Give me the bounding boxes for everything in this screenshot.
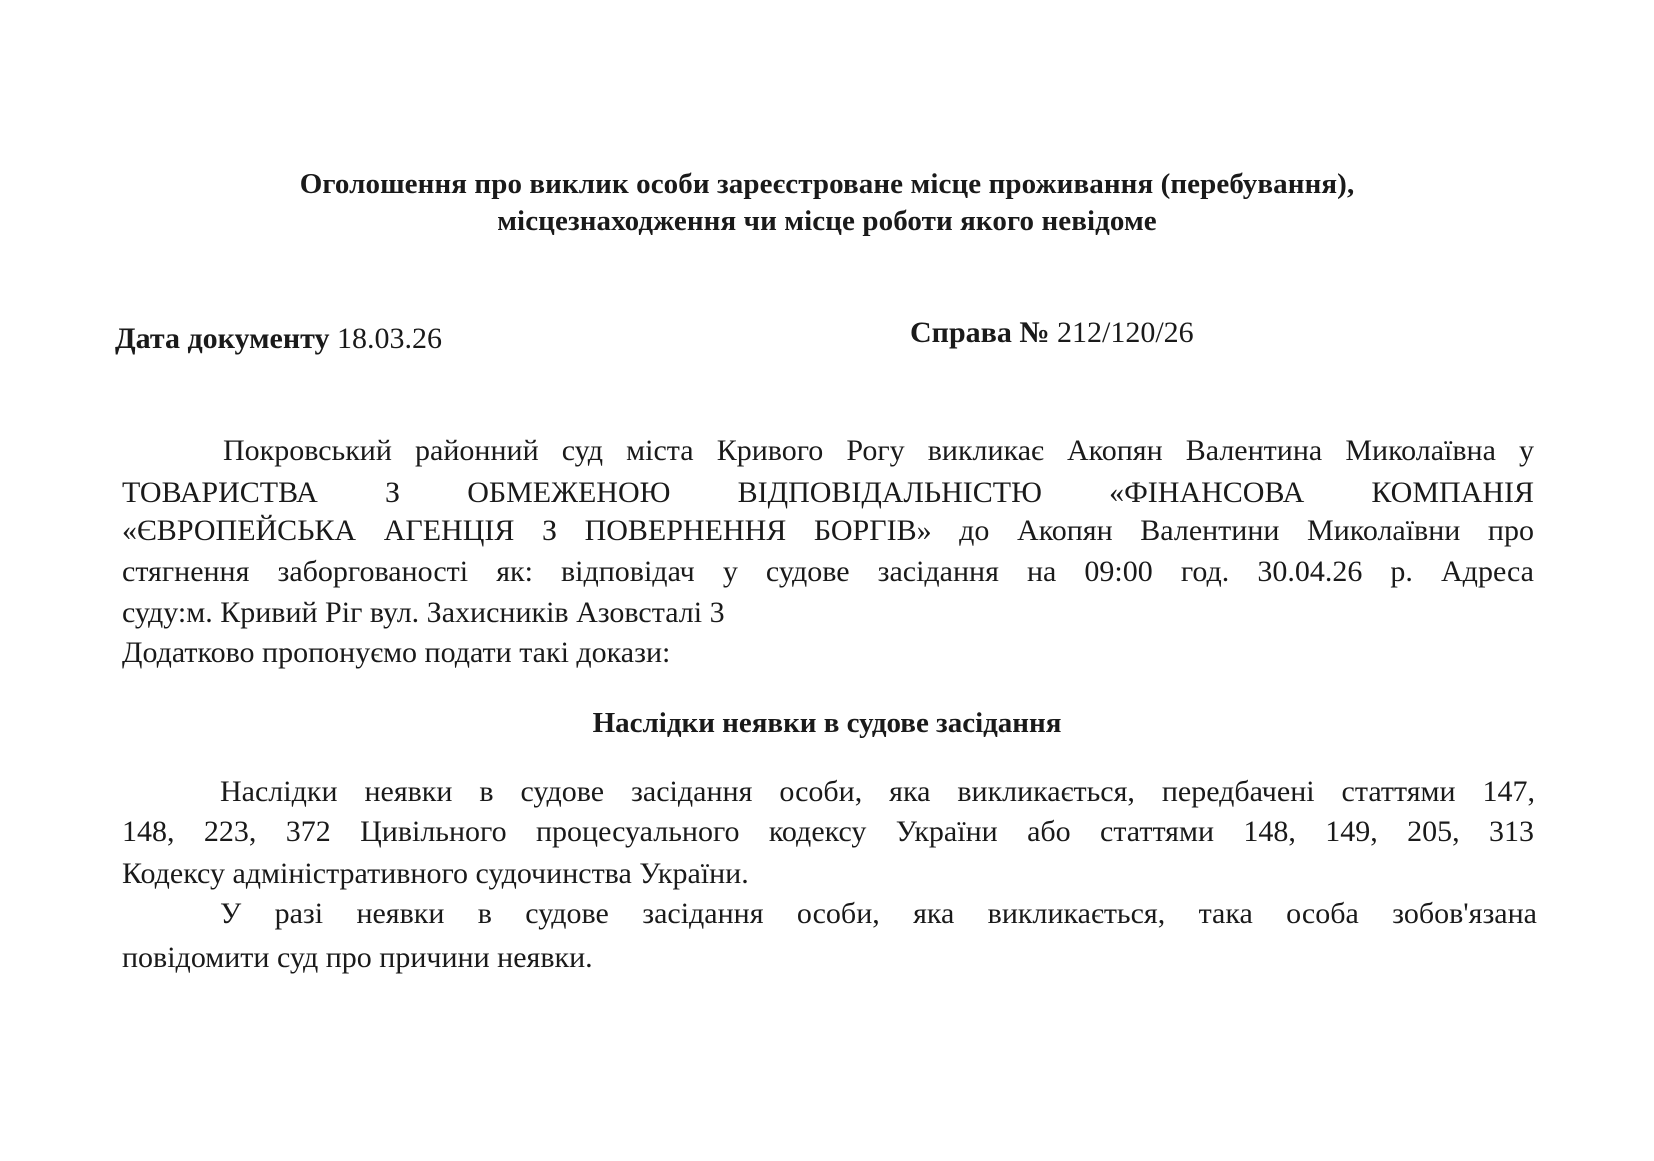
consequences-heading: Наслідки неявки в судове засідання (592, 707, 1062, 739)
summons-line: суду:м. Кривий Ріг вул. Захисників Азовсталі 3 (122, 596, 725, 629)
case-number-value: 212/120/26 (1056, 316, 1194, 349)
summons-line: Покровський районний суд міста Кривого Рогу викликає Акопян Валентина Миколаївна у (223, 434, 1534, 467)
case-number-label: Справа № (910, 316, 1050, 349)
document-date (115, 322, 442, 356)
consequences-line: Наслідки неявки в судове засідання особи, яка викликається, передбачені статтями 147, (220, 775, 1535, 808)
summons-line: «ЄВРОПЕЙСЬКА АГЕНЦІЯ З ПОВЕРНЕННЯ БОРГІВ» до Акопян Валентини Миколаївни про (122, 514, 1534, 547)
case-number (910, 316, 1194, 350)
obligation-line: У разі неявки в судове засідання особи, яка викликається, така особа зобов'язана (220, 897, 1537, 930)
summons-line: ТОВАРИСТВА З ОБМЕЖЕНОЮ ВІДПОВІДАЛЬНІСТЮ «ФІНАНСОВА КОМПАНІЯ (122, 476, 1534, 509)
announcement-title-line-2: місцезнаходження чи місце роботи якого невідоме (497, 205, 1157, 237)
document-date-value: 18.03.26 (336, 322, 442, 355)
announcement-title-line-1: Оголошення про виклик особи зареєстроване місце проживання (перебування), (299, 168, 1355, 200)
document-date-label: Дата документу (115, 322, 330, 355)
consequences-line: 148, 223, 372 Цивільного процесуального кодексу України або статтями 148, 149, 205, 313 (122, 815, 1534, 848)
evidence-request-line: Додатково пропонуємо подати такі докази: (122, 636, 671, 669)
summons-line: стягнення заборгованості як: відповідач у судове засідання на 09:00 год. 30.04.26 р. Адреса (122, 555, 1534, 588)
consequences-line: Кодексу адміністративного судочинства України. (122, 857, 749, 890)
obligation-line: повідомити суд про причини неявки. (122, 941, 593, 974)
